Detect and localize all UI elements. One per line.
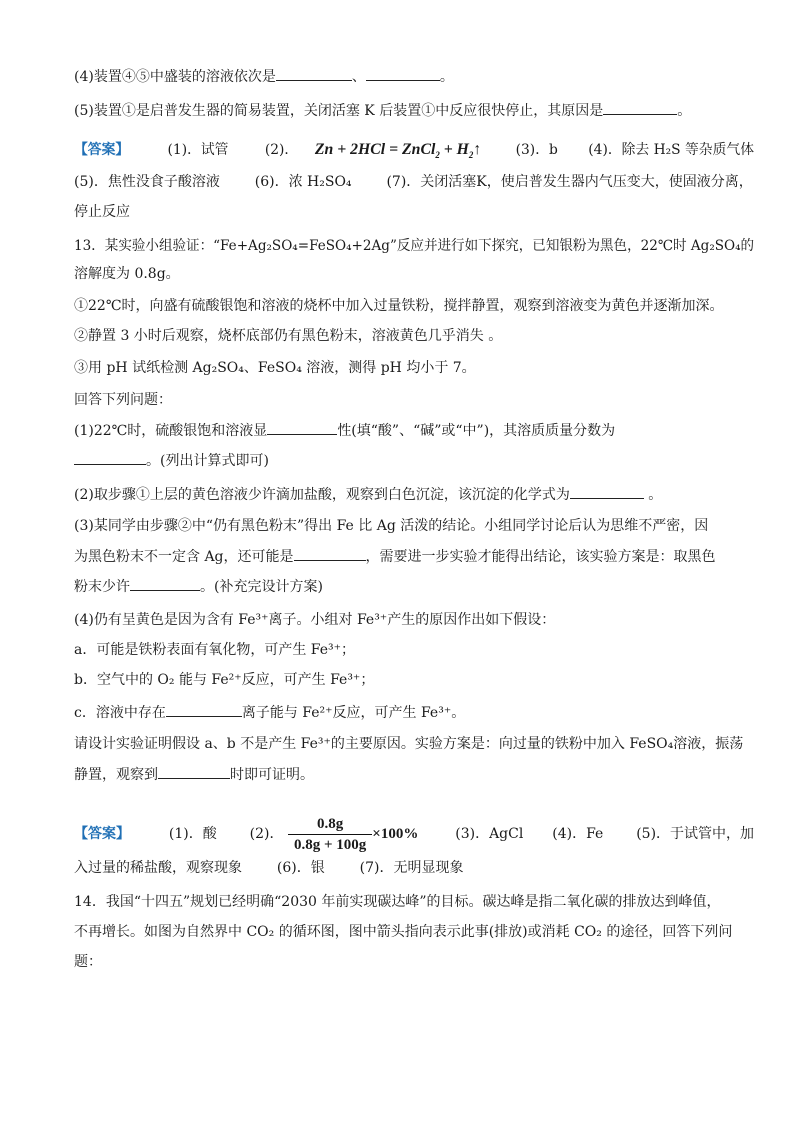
q12-part4 [74,66,454,87]
q13-part2 [74,484,662,505]
q14-line2 [74,922,732,942]
gas-arrow-icon: ↑ [473,141,482,158]
step-2: ②静置 3 小时后观察，烧杯底部仍有黑色粉末，溶液黄色几乎消失 。 [74,328,503,344]
q13-part4-text: (4)仍有呈黄色是因为含有 Fe³⁺离子。小组对 Fe³⁺产生的原因作出如下假设： [74,612,556,628]
hypothesis-b [74,670,374,690]
q14-line3 [74,952,102,972]
answer-blank[interactable] [267,420,337,435]
answer-2: (2)． [264,142,299,158]
answer-blank[interactable] [294,546,366,561]
answer-4: (4)．除去 H₂S 等杂质气体 [588,142,754,158]
q13-step3 [74,358,476,378]
q14-text-b: 不再增长。如图为自然界中 CO₂ 的循环图，图中箭头指向表示此事(排放)或消耗 CO₂ 的途径，回答下列问 [74,924,733,940]
q13-part4 [74,610,555,630]
q13-part5-text: 请设计实验证明假设 a、b 不是产生 Fe³⁺的主要原因。实验方案是：向过量的铁粉中加入 FeSO₄溶液，振荡 [74,736,744,752]
answer-6: (6)．银 [276,860,325,876]
equation-left: Zn + 2HCl = ZnCl [314,141,436,158]
answer-2: (2)． [249,826,284,842]
answer-6: (6)．浓 H₂SO₄ [254,174,352,190]
answer-3: (3)．AgCl [455,826,524,842]
answer-5: (5)．于试管中，加 [636,826,755,842]
mass-fraction-formula [288,814,372,855]
q13-intro-line2 [74,264,180,284]
answer-1: (1)．酸 [168,826,217,842]
q13-part3 [74,516,708,536]
q12-part5 [74,100,691,121]
q13-part3-text-c: ，需要进一步实验才能得出结论，该实验方案是：取黑色 [365,549,716,565]
fraction-numerator: 0.8g [288,814,372,835]
answer-tag: 【答案】 [74,142,130,158]
step-1: ①22℃时，向盛有硫酸银饱和溶液的烧杯中加入过量铁粉，搅拌静置，观察到溶液变为黄色并逐渐加深。 [74,298,724,314]
answer-7: (7)．关闭活塞K，使启普发生器内气压变大，使固液分离， [386,174,753,190]
answer-1: (1)．试管 [167,142,229,158]
separator: 、 [351,69,366,85]
q13-part2-text: (2)取步骤①上层的黄色溶液少许滴加盐酸，观察到白色沉淀，该沉淀的化学式为 [74,487,570,503]
hypothesis-b-text: b．空气中的 O₂ 能与 Fe²⁺反应，可产生 Fe³⁺； [74,672,375,688]
fraction-multiplier: ×100% [372,826,419,842]
q13-part1-text-c: 。(列出计算式即可) [146,453,269,469]
q13-answer-line1 [74,812,754,856]
answer-blank[interactable] [570,484,644,499]
hypothesis-c-text-b: 离子能与 Fe²⁺反应，可产生 Fe³⁺。 [241,705,466,721]
answer-7-cont: 停止反应 [74,204,130,220]
q13-part3-text-d: 粉末少许 [74,579,130,595]
q13-part3-line2 [74,546,716,567]
q13-intro: 13．某实验小组验证：“Fe+Ag₂SO₄=FeSO₄+2Ag”反应并进行如下探究，已知银粉为黑色，22℃时 Ag₂SO₄的 [74,238,755,254]
hypothesis-a-text: a．可能是铁粉表面有氧化物，可产生 Fe³⁺； [74,642,356,658]
q13-step1 [74,296,723,316]
answer-blank[interactable] [366,66,440,81]
answer-blank[interactable] [130,576,200,591]
answer-5-cont: 入过量的稀盐酸，观察现象 [74,860,242,876]
q12-part4-text: (4)装置④⑤中盛装的溶液依次是 [74,69,276,85]
q14-line1 [74,892,721,912]
q13-part5-text-c: 时即可证明。 [230,767,314,783]
answer-5: (5)．焦性没食子酸溶液 [74,174,220,190]
q13-part5 [74,734,743,754]
q12-answer-line3 [74,202,130,222]
q13-part5-line2 [74,764,314,785]
q12-part5-text: (5)装置①是启普发生器的简易装置，关闭活塞 K 后装置①中反应很快停止，其原因是 [74,103,604,119]
hypothesis-c [74,702,465,723]
answer-blank[interactable] [276,66,352,81]
q13-part1 [74,420,615,441]
fraction-denominator: 0.8g + 100g [293,836,367,853]
chemical-equation: Zn + 2HCl = ZnCl$_2$ + $H_2↑$ [314,141,482,161]
q13-part3-text-e: 。(补充完设计方案) [200,579,323,595]
q13-part1-cont [74,450,269,471]
prompt: 回答下列问题： [74,392,172,408]
q13-step2 [74,326,502,346]
q13-part3-line3 [74,576,323,597]
q13-intro-cont: 溶解度为 0.8g。 [74,266,180,282]
answer-blank[interactable] [158,764,230,779]
q14-text-c: 题： [74,954,102,970]
period: 。 [439,69,454,85]
q12-answer-line1 [74,140,754,165]
answer-tag: 【答案】 [74,826,130,842]
equation-right: + H [439,141,469,158]
q13-part1-text-b: 性(填“酸”、“碱”或“中”)，其溶质质量分数为 [337,423,616,439]
q12-answer-line2 [74,172,753,192]
q13-prompt [74,390,172,410]
q13-part3-text-b: 为黑色粉末不一定含 Ag，还可能是 [74,549,294,565]
q13-part3-text: (3)某同学由步骤②中“仍有黑色粉末”得出 Fe 比 Ag 活泼的结论。小组同学讨论后认为思维不严密，因 [74,518,709,534]
step-3: ③用 pH 试纸检测 Ag₂SO₄、FeSO₄ 溶液，测得 pH 均小于 7。 [74,360,476,376]
q13-intro-line1 [74,236,754,256]
answer-3: (3)．b [515,142,558,158]
hypothesis-a [74,640,355,660]
answer-7: (7)．无明显现象 [359,860,464,876]
answer-blank[interactable] [74,450,146,465]
answer-blank[interactable] [603,100,677,115]
period: 。 [643,487,663,503]
q13-part5-text-b: 静置，观察到 [74,767,158,783]
q14-text: 14．我国“十四五”规划已经明确“2030 年前实现碳达峰”的目标。碳达峰是指二氧化碳的排放达到峰值， [74,894,721,910]
period: 。 [677,103,692,119]
q13-part1-text: (1)22℃时，硫酸银饱和溶液显 [74,423,268,439]
hypothesis-c-text: c．溶液中存在 [74,705,166,721]
answer-4: (4)．Fe [552,826,604,842]
answer-blank[interactable] [166,702,242,717]
q13-answer-line2 [74,858,464,878]
